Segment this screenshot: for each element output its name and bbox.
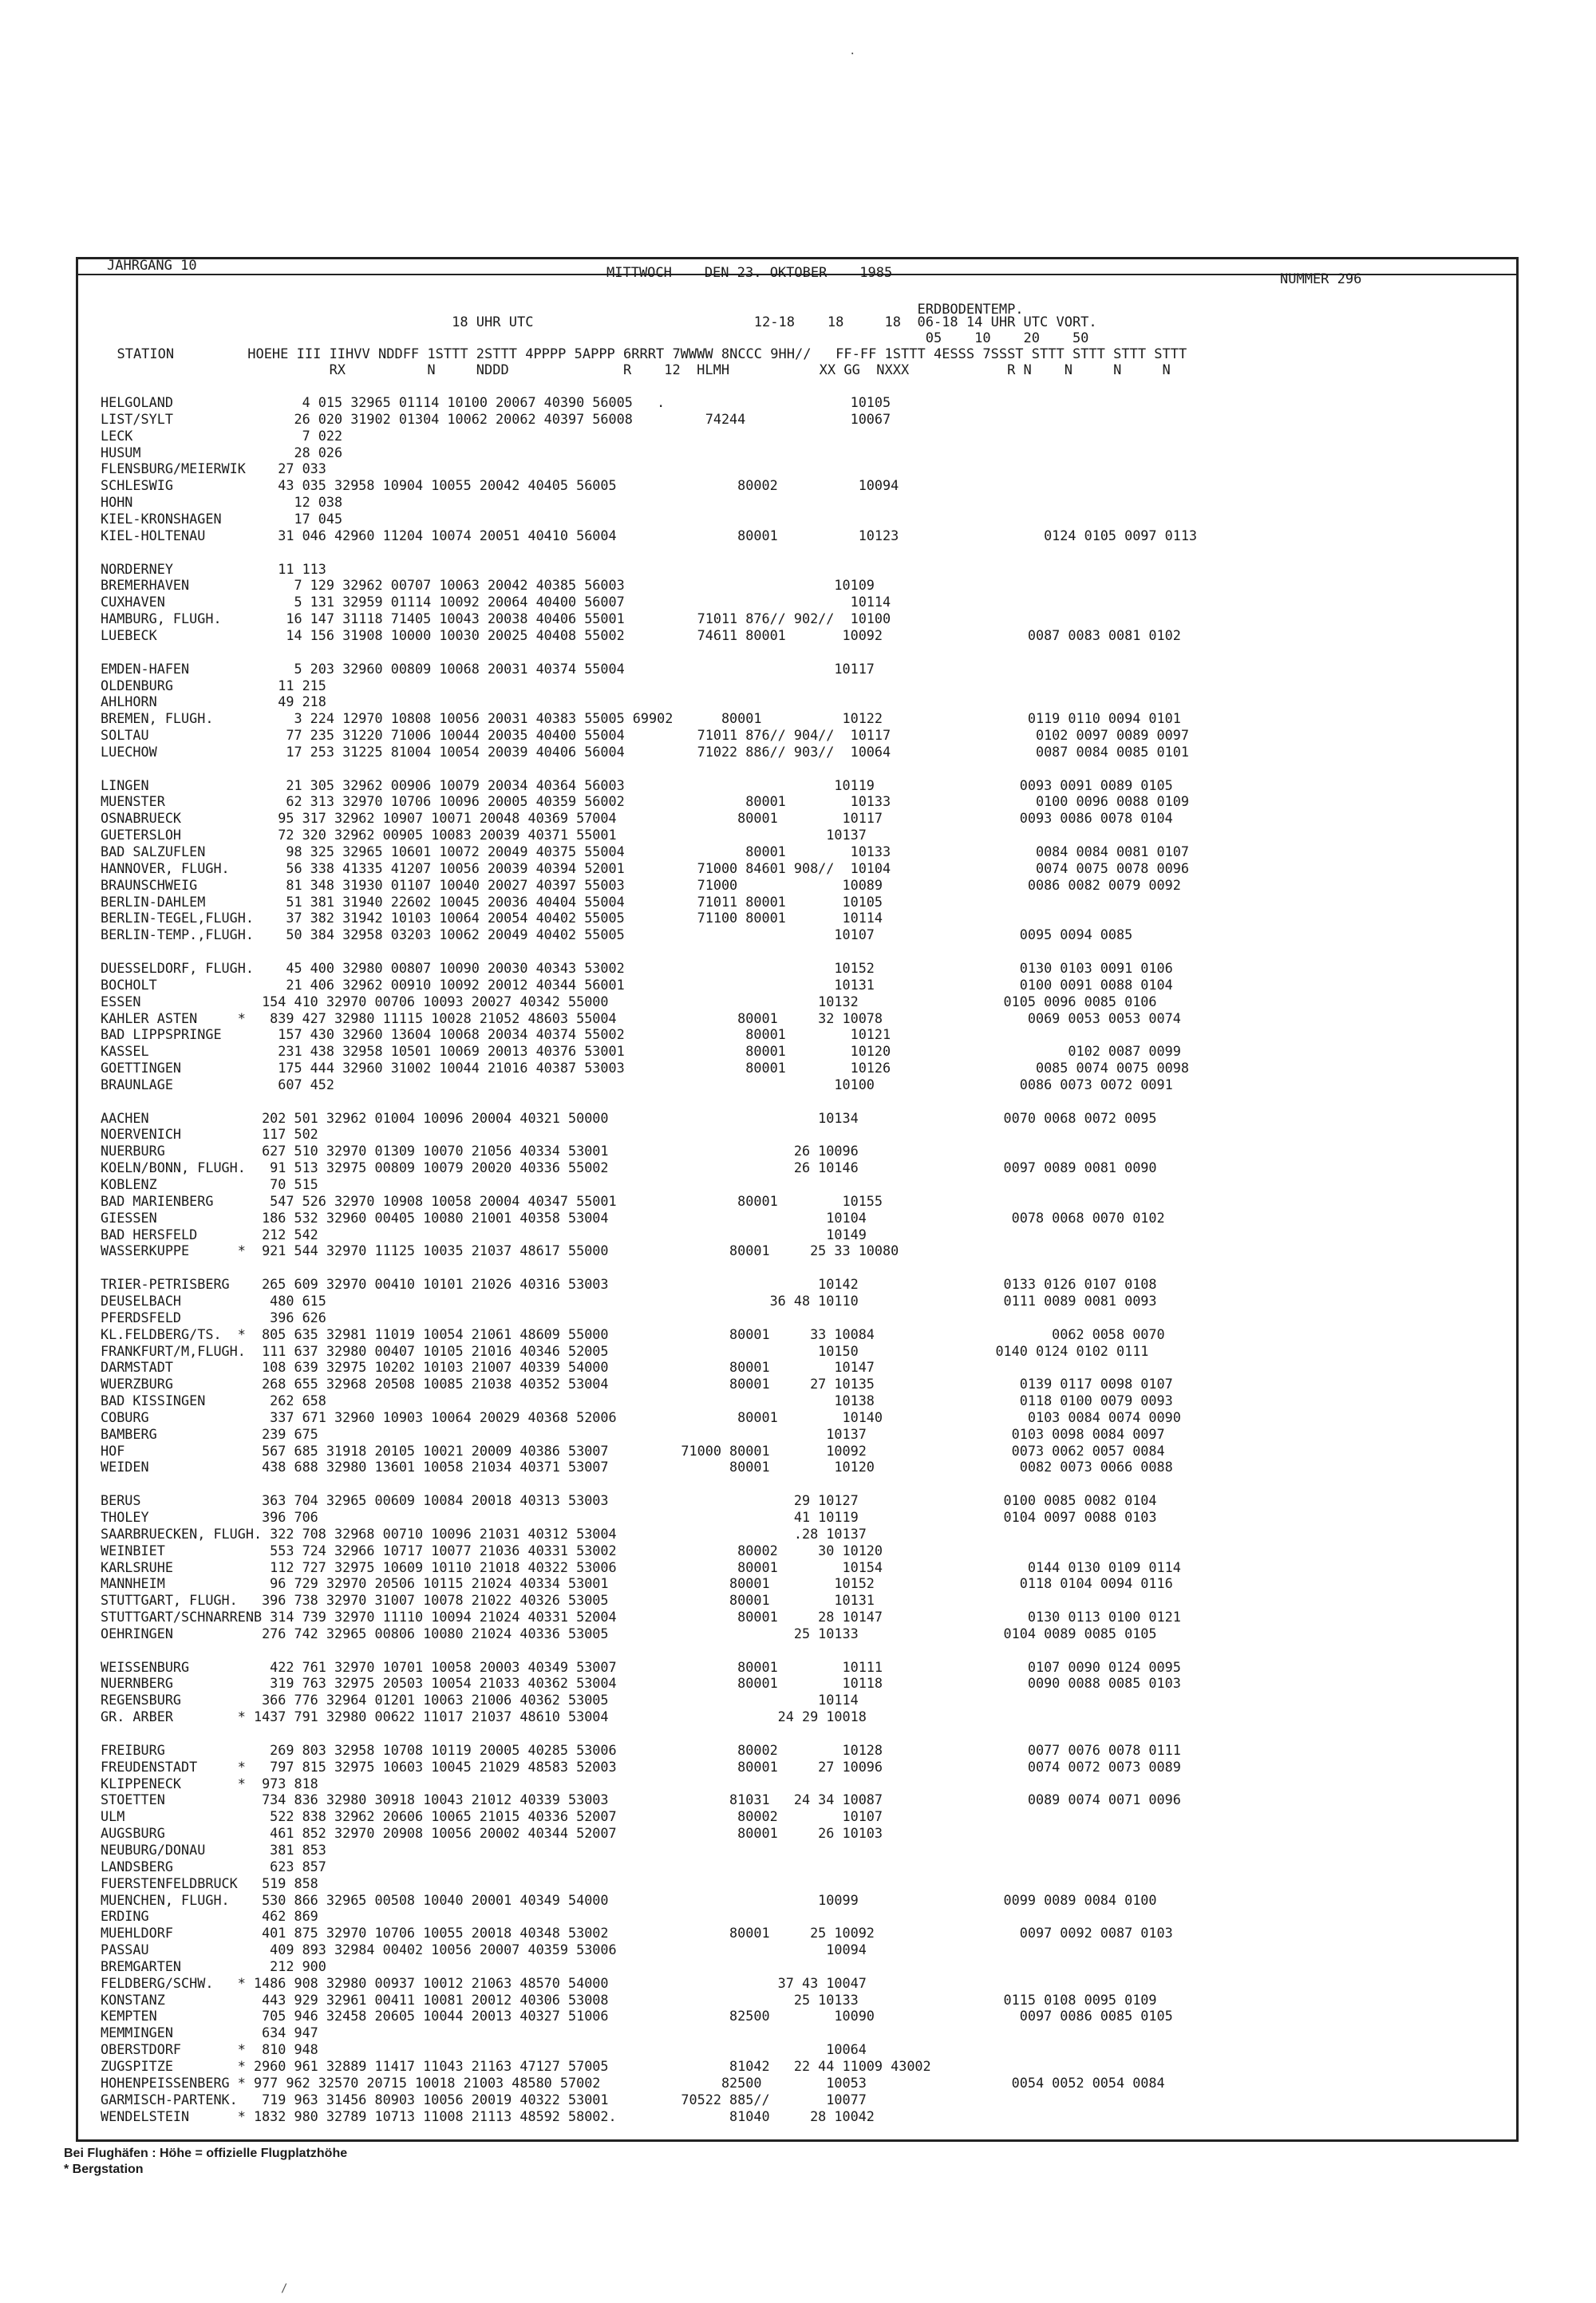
table-row: WEISSENBURG 422 761 32970 10701 10058 20003 40349 53007 80001 10111 0107 0090 0124 0095 — [101, 1658, 1181, 1675]
table-row: WEINBIET 553 724 32966 10717 10077 21036 40331 53002 80002 30 10120 — [101, 1542, 883, 1558]
table-row: FUERSTENFELDBRUCK 519 858 — [101, 1874, 318, 1891]
table-row: HAMBURG, FLUGH. 16 147 31118 71405 10043 20038 40406 55001 71011 876// 902// 10100 — [101, 610, 891, 626]
table-row: GARMISCH-PARTENK. 719 963 31456 80903 10056 20019 40322 53001 70522 885// 10077 — [101, 2091, 867, 2107]
table-row: ERDING 462 869 — [101, 1908, 318, 1925]
table-row: FRANKFURT/M,FLUGH. 111 637 32980 00407 10105 21016 40346 52005 10150 0140 0124 0102 0111 — [101, 1342, 1149, 1359]
footnote-airports: Bei Flughäfen : Höhe = offizielle Flugplatzhöhe — [64, 2147, 348, 2160]
table-row: BAD KISSINGEN 262 658 10138 0118 0100 0079 0093 — [101, 1392, 1173, 1408]
table-row: SCHLESWIG 43 035 32958 10904 10055 20042 40405 56005 80002 10094 — [101, 477, 899, 494]
table-row: PFERDSFELD 396 626 — [101, 1309, 326, 1325]
table-row: STUTTGART, FLUGH. 396 738 32970 31007 10078 21022 40326 53005 80001 10131 — [101, 1592, 875, 1609]
table-row: HANNOVER, FLUGH. 56 338 41335 41207 10056 20039 40394 52001 71000 84601 908// 10104 0074 0075 0078 0096 — [101, 859, 1189, 876]
table-row: BAD SALZUFLEN 98 325 32965 10601 10072 20049 40375 55004 80001 10133 0084 0084 0081 0107 — [101, 843, 1189, 859]
table-row: KIEL-KRONSHAGEN 17 045 — [101, 511, 343, 527]
column-header-line-5: RX N NDDD R 12 HLMH XX GG NXXX R N N N N — [101, 362, 1171, 378]
table-row: MUEHLDORF 401 875 32970 10706 10055 20018 40348 53002 80001 25 10092 0097 0092 0087 0103 — [101, 1925, 1173, 1942]
table-row: DARMSTADT 108 639 32975 10202 10103 21007 40339 54000 80001 10147 — [101, 1359, 875, 1376]
table-row: KASSEL 231 438 32958 10501 10069 20013 40376 53001 80001 10120 0102 0087 0099 — [101, 1043, 1181, 1060]
table-row: BREMERHAVEN 7 129 32962 00707 10063 20042 40385 56003 10109 — [101, 577, 875, 594]
table-row: OEHRINGEN 276 742 32965 00806 10080 21024 40336 53005 25 10133 0104 0089 0085 0105 — [101, 1625, 1157, 1641]
table-row: BAD LIPPSPRINGE 157 430 32960 13604 10068 20034 40374 55002 80001 10121 — [101, 1026, 891, 1043]
table-row: NUERBURG 627 510 32970 01309 10070 21056 40334 53001 26 10096 — [101, 1143, 859, 1159]
table-row: KLIPPENECK * 973 818 — [101, 1775, 318, 1791]
table-row: GR. ARBER * 1437 791 32980 00622 11017 21037 48610 53004 24 29 10018 — [101, 1708, 867, 1725]
table-row: BOCHOLT 21 406 32962 00910 10092 20012 40344 56001 10131 0100 0091 0088 0104 — [101, 976, 1173, 993]
table-row: MUENCHEN, FLUGH. 530 866 32965 00508 10040 20001 40349 54000 10099 0099 0089 0084 0100 — [101, 1891, 1157, 1908]
table-row: LUECHOW 17 253 31225 81004 10054 20039 40406 56004 71022 886// 903// 10064 0087 0084 0085 0101 — [101, 743, 1189, 760]
table-row: LANDSBERG 623 857 — [101, 1858, 326, 1874]
column-header-line-4: STATION HOEHE III IIHVV NDDFF 1STTT 2STTT 4PPPP 5APPP 6RRRT 7WWWW 8NCCC 9HH// FF-FF 1STTT 4ESSS 7SSST STTT STTT STTT STTT — [101, 346, 1187, 362]
table-row: BERLIN-TEMP.,FLUGH. 50 384 32958 03203 10062 20049 40402 55005 10107 0095 0094 0085 — [101, 926, 1133, 943]
table-row: CUXHAVEN 5 131 32959 01114 10092 20064 40400 56007 10114 — [101, 594, 891, 610]
table-row: BAMBERG 239 675 10137 0103 0098 0084 0097 — [101, 1425, 1165, 1442]
table-row: LECK 7 022 — [101, 427, 343, 444]
table-row: HOHENPEISSENBERG * 977 962 32570 20715 10018 21003 48580 57002 82500 10053 0054 0052 0054 0084 — [101, 2074, 1165, 2091]
table-row: BAD MARIENBERG 547 526 32970 10908 10058 20004 40347 55001 80001 10155 — [101, 1192, 883, 1209]
table-row: THOLEY 396 706 41 10119 0104 0097 0088 0103 — [101, 1509, 1157, 1525]
table-row: KEMPTEN 705 946 32458 20605 10044 20013 40327 51006 82500 10090 0097 0086 0085 0105 — [101, 2008, 1173, 2025]
table-row: BRAUNSCHWEIG 81 348 31930 01107 10040 20027 40397 55003 71000 10089 0086 0082 0079 0092 — [101, 876, 1181, 893]
table-row: PASSAU 409 893 32984 00402 10056 20007 40359 53006 10094 — [101, 1942, 867, 1958]
table-row: ZUGSPITZE * 2960 961 32889 11417 11043 21163 47127 57005 81042 22 44 11009 43002 — [101, 2058, 931, 2074]
table-row: SOLTAU 77 235 31220 71006 10044 20035 40400 55004 71011 876// 904// 10117 0102 0097 0089 0097 — [101, 727, 1189, 743]
table-row: REGENSBURG 366 776 32964 01201 10063 21006 40362 53005 10114 — [101, 1692, 859, 1708]
table-row: WENDELSTEIN * 1832 980 32789 10713 11008 21113 48592 58002. 81040 28 10042 — [101, 2107, 875, 2124]
table-row: BREMEN, FLUGH. 3 224 12970 10808 10056 20031 40383 55005 69902 80001 10122 0119 0110 0094 0101 — [101, 710, 1181, 727]
table-row: KL.FELDBERG/TS. * 805 635 32981 11019 10054 21061 48609 55000 80001 33 10084 0062 0058 0070 — [101, 1325, 1165, 1342]
table-row: KAHLER ASTEN * 839 427 32980 11115 10028 21052 48603 55004 80001 32 10078 0069 0053 0053 0074 — [101, 1009, 1181, 1026]
table-row: BAD HERSFELD 212 542 10149 — [101, 1226, 867, 1242]
table-row: TRIER-PETRISBERG 265 609 32970 00410 10101 21026 40316 53003 10142 0133 0126 0107 0108 — [101, 1276, 1157, 1293]
column-header-line-3: 05 10 20 50 — [101, 330, 1089, 346]
table-row: MEMMINGEN 634 947 — [101, 2025, 318, 2041]
table-row: WUERZBURG 268 655 32968 20508 10085 21038 40352 53004 80001 27 10135 0139 0117 0098 0107 — [101, 1376, 1173, 1392]
table-row: BERLIN-DAHLEM 51 381 31940 22602 10045 20036 40404 55004 71011 80001 10105 — [101, 893, 883, 910]
table-row: GOETTINGEN 175 444 32960 31002 10044 21016 40387 53003 80001 10126 0085 0074 0075 0098 — [101, 1060, 1189, 1076]
table-row: AUGSBURG 461 852 32970 20908 10056 20002 40344 52007 80001 26 10103 — [101, 1825, 883, 1842]
issue-label: NUMMER 296 — [1280, 271, 1362, 287]
table-row: ULM 522 838 32962 20606 10065 21015 40336 52007 80002 10107 — [101, 1808, 883, 1825]
table-row: DUESSELDORF, FLUGH. 45 400 32980 00807 10090 20030 40343 53002 10152 0130 0103 0091 0106 — [101, 959, 1173, 976]
table-row: SAARBRUECKEN, FLUGH. 322 708 32968 00710 10096 21031 40312 53004 .28 10137 — [101, 1525, 867, 1542]
table-row: FLENSBURG/MEIERWIK 27 033 — [101, 460, 326, 477]
table-row: MANNHEIM 96 729 32970 20506 10115 21024 40334 53001 80001 10152 0118 0104 0094 0116 — [101, 1575, 1173, 1592]
table-row: AACHEN 202 501 32962 01004 10096 20004 40321 50000 10134 0070 0068 0072 0095 — [101, 1109, 1157, 1126]
table-row: KIEL-HOLTENAU 31 046 42960 11204 10074 20051 40410 56004 80001 10123 0124 0105 0097 0113 — [101, 527, 1198, 543]
table-row: WEIDEN 438 688 32980 13601 10058 21034 40371 53007 80001 10120 0082 0073 0066 0088 — [101, 1459, 1173, 1475]
table-row: NUERNBERG 319 763 32975 20503 10054 21033 40362 53004 80001 10118 0090 0088 0085 0103 — [101, 1675, 1181, 1692]
table-row: HUSUM 28 026 — [101, 444, 343, 460]
table-row: WASSERKUPPE * 921 544 32970 11125 10035 21037 48617 55000 80001 25 33 10080 — [101, 1242, 899, 1259]
table-row: COBURG 337 671 32960 10903 10064 20029 40368 52006 80001 10140 0103 0084 0074 0090 — [101, 1408, 1181, 1425]
table-row: BRAUNLAGE 607 452 10100 0086 0073 0072 0091 — [101, 1076, 1173, 1092]
table-row: OLDENBURG 11 215 — [101, 677, 326, 693]
table-row: ESSEN 154 410 32970 00706 10093 20027 40342 55000 10132 0105 0096 0085 0106 — [101, 993, 1157, 1009]
table-row: FREIBURG 269 803 32958 10708 10119 20005 40285 53006 80002 10128 0077 0076 0078 0111 — [101, 1741, 1181, 1758]
table-row: GUETERSLOH 72 320 32962 00905 10083 20039 40371 55001 10137 — [101, 827, 867, 843]
table-row: BREMGARTEN 212 900 — [101, 1957, 326, 1974]
table-row: NORDERNEY 11 113 — [101, 560, 326, 577]
table-row: BERUS 363 704 32965 00609 10084 20018 40313 53003 29 10127 0100 0085 0082 0104 — [101, 1492, 1157, 1509]
table-row: DEUSELBACH 480 615 36 48 10110 0111 0089 0081 0093 — [101, 1292, 1157, 1309]
table-row: FREUDENSTADT * 797 815 32975 10603 10045 21029 48583 52003 80001 27 10096 0074 0072 0073 0089 — [101, 1758, 1181, 1775]
table-row: FELDBERG/SCHW. * 1486 908 32980 00937 10012 21063 48570 54000 37 43 10047 — [101, 1974, 867, 1991]
table-row: MUENSTER 62 313 32970 10706 10096 20005 40359 56002 80001 10133 0100 0096 0088 0109 — [101, 793, 1189, 810]
table-row: STUTTGART/SCHNARRENB 314 739 32970 11110 10094 21024 40331 52004 80001 28 10147 0130 0113 0100 0121 — [101, 1609, 1181, 1626]
table-row: OBERSTDORF * 810 948 10064 — [101, 2041, 867, 2058]
table-row: NOERVENICH 117 502 — [101, 1126, 318, 1143]
table-row: EMDEN-HAFEN 5 203 32960 00809 10068 20031 40374 55004 10117 — [101, 660, 875, 677]
table-row: HELGOLAND 4 015 32965 01114 10100 20067 40390 56005 . 10105 — [101, 394, 891, 410]
table-row: NEUBURG/DONAU 381 853 — [101, 1841, 326, 1858]
table-row: AHLHORN 49 218 — [101, 693, 326, 710]
table-row: OSNABRUECK 95 317 32962 10907 10071 20048 40369 57004 80001 10117 0093 0086 0078 0104 — [101, 810, 1173, 827]
table-row: LINGEN 21 305 32962 00906 10079 20034 40364 56003 10119 0093 0091 0089 0105 — [101, 776, 1173, 793]
volume-label: JAHRGANG 10 — [107, 258, 197, 274]
table-row: LUEBECK 14 156 31908 10000 10030 20025 40408 55002 74611 80001 10092 0087 0083 0081 0102 — [101, 626, 1181, 643]
table-row: HOF 567 685 31918 20105 10021 20009 40386 53007 71000 80001 10092 0073 0062 0057 0084 — [101, 1442, 1165, 1459]
table-row: GIESSEN 186 532 32960 00405 10080 21001 40358 53004 10104 0078 0068 0070 0102 — [101, 1209, 1165, 1226]
date-label: MITTWOCH DEN 23. OKTOBER 1985 — [606, 265, 893, 281]
table-row: KOBLENZ 70 515 — [101, 1176, 318, 1192]
table-row: STOETTEN 734 836 32980 30918 10043 21012 40339 53003 81031 24 34 10087 0089 0074 0071 0096 — [101, 1791, 1181, 1808]
column-header-line-2: ERDBODENTEMP. — [101, 302, 1024, 318]
scan-speck: / — [281, 2282, 288, 2295]
table-row: KONSTANZ 443 929 32961 00411 10081 20012 40306 53008 25 10133 0115 0108 0095 0109 — [101, 1991, 1157, 2008]
scan-speck: · — [849, 48, 856, 61]
table-row: BERLIN-TEGEL,FLUGH. 37 382 31942 10103 10064 20054 40402 55005 71100 80001 10114 — [101, 910, 883, 926]
table-row: KOELN/BONN, FLUGH. 91 513 32975 00809 10079 20020 40336 55002 26 10146 0097 0089 0081 0090 — [101, 1159, 1157, 1176]
table-row: LIST/SYLT 26 020 31902 01304 10062 20062 40397 56008 74244 10067 — [101, 410, 891, 427]
footnote-mountain: * Bergstation — [64, 2163, 144, 2176]
column-header-line-1: 18 UHR UTC 12-18 18 18 06-18 14 UHR UTC VORT. — [101, 314, 1097, 330]
table-row: KARLSRUHE 112 727 32975 10609 10110 21018 40322 53006 80001 10154 0144 0130 0109 0114 — [101, 1558, 1181, 1575]
table-row: HOHN 12 038 — [101, 494, 343, 511]
